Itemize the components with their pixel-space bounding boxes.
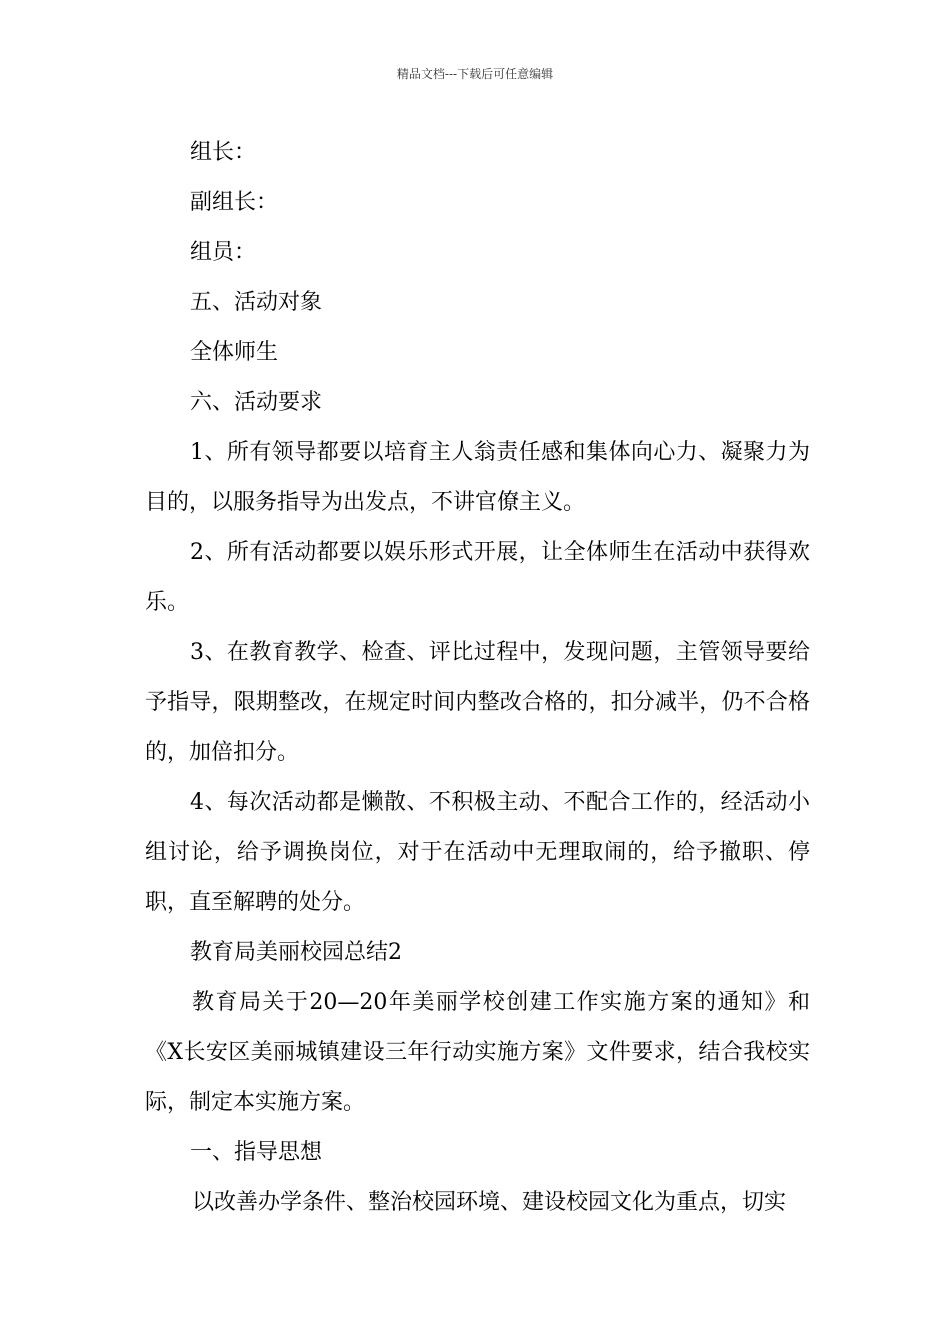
section-heading-activity-target: 五、活动对象 [190, 290, 323, 315]
document-body [145, 128, 810, 1228]
section-heading-activity-requirements: 六、活动要求 [190, 390, 323, 415]
paragraph-requirement-4: 4、每次活动都是懒散、不积极主动、不配合工作的，经活动小组讨论，给予调换岗位，对于在活动中无理取闹的，给予撤职、停职，直至解聘的处分。 [145, 790, 810, 915]
paragraph-guiding-ideology: 以改善办学条件、整治校园环境、建设校园文化为重点，切实 [192, 1190, 787, 1215]
page-header: 精品文档---下载后可任意编辑 [396, 67, 554, 81]
paragraph-requirement-1: 1、所有领导都要以培育主人翁责任感和集体向心力、凝聚力为目的，以服务指导为出发点，不讲官僚主义。 [145, 440, 810, 515]
paragraph-deputy-leader: 副组长： [190, 190, 279, 215]
document-subtitle: 教育局美丽校园总结2 [190, 940, 402, 965]
paragraph-team-members: 组员： [190, 240, 257, 265]
paragraph-team-leader: 组长： [190, 140, 257, 165]
paragraph-requirement-2: 2、所有活动都要以娱乐形式开展，让全体师生在活动中获得欢乐。 [145, 540, 810, 615]
section-heading-guiding-ideology: 一、指导思想 [190, 1140, 323, 1165]
paragraph-activity-target: 全体师生 [190, 340, 279, 365]
paragraph-intro: 教育局关于20—20年美丽学校创建工作实施方案的通知》和《X长安区美丽城镇建设三年行动实施方案》文件要求，结合我校实际，制定本实施方案。 [145, 990, 810, 1115]
paragraph-requirement-3: 3、在教育教学、检查、评比过程中，发现问题，主管领导要给予指导，限期整改，在规定时间内整改合格的，扣分减半，仍不合格的，加倍扣分。 [145, 640, 810, 765]
